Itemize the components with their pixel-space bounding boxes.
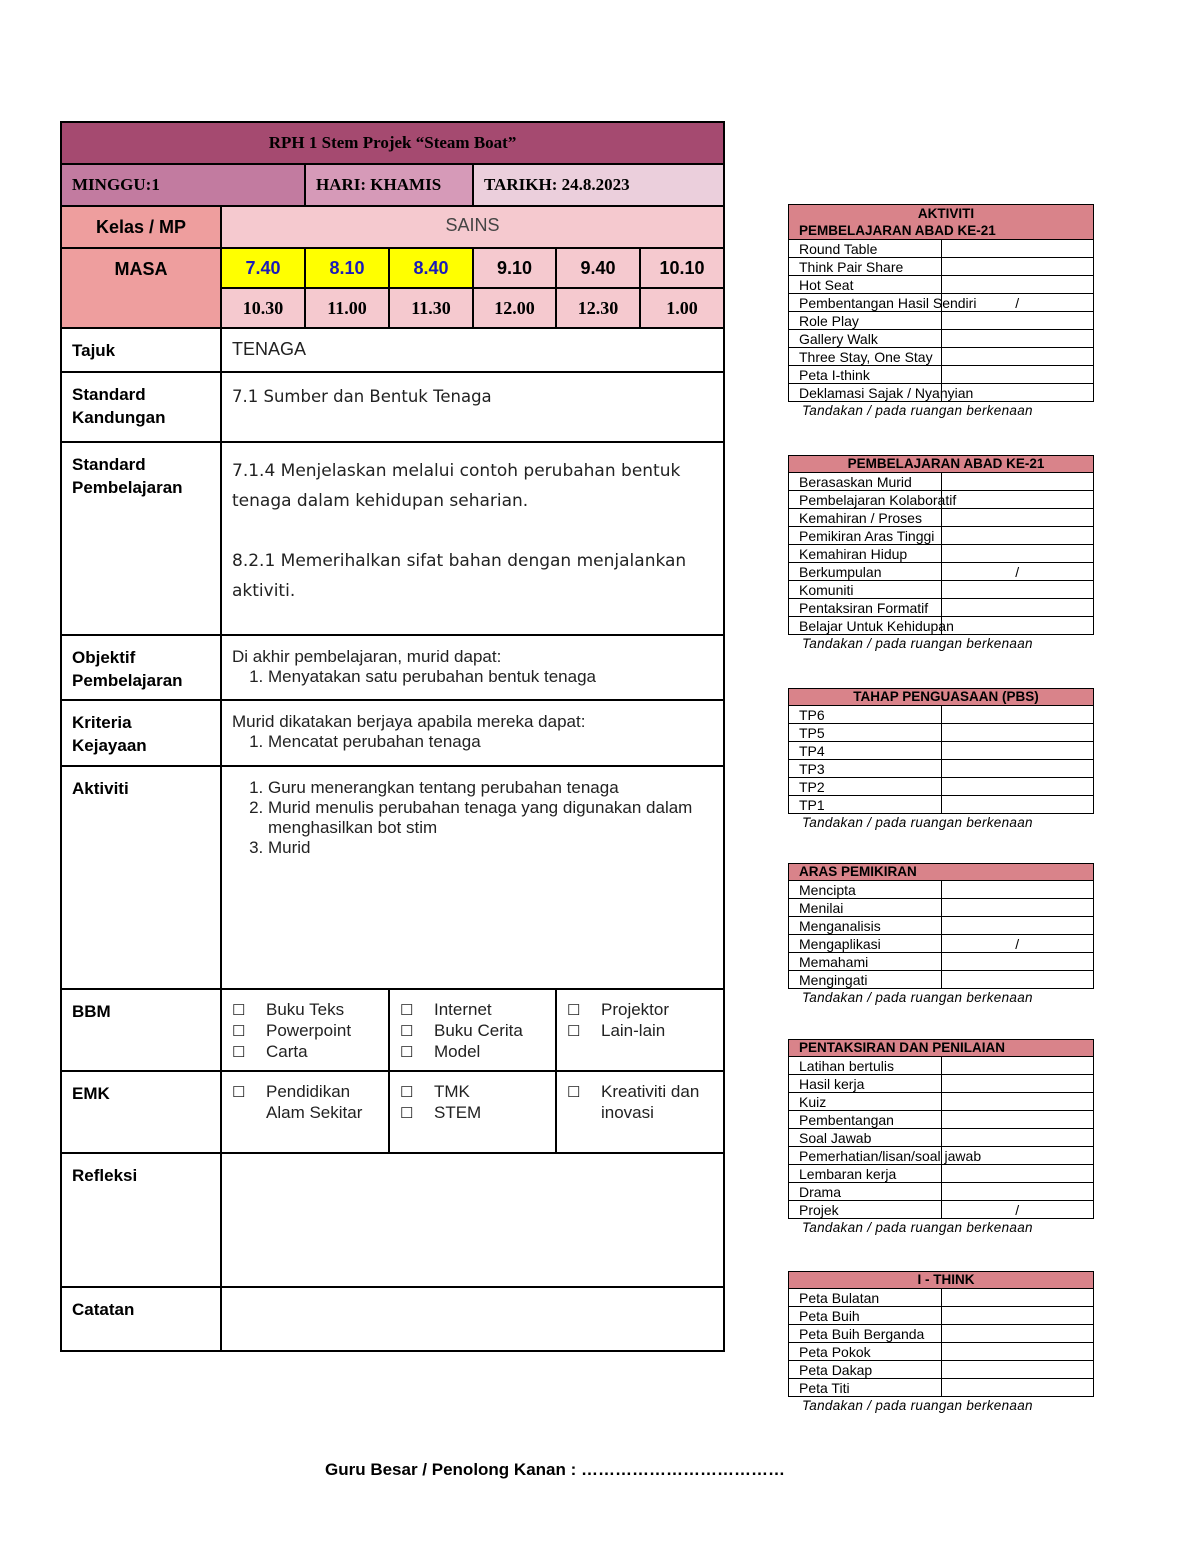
checklist-row [789, 971, 1094, 989]
checklist-row [789, 473, 1094, 491]
criteria-item: 1. Mencatat perubahan tenaga [268, 732, 713, 752]
checklist-row [789, 330, 1094, 348]
checklist-tick-box[interactable] [941, 917, 1094, 935]
checklist-tick-box[interactable]: / [941, 563, 1094, 581]
checklist-tick-box[interactable] [941, 778, 1094, 796]
checklist-tick-box[interactable] [941, 1343, 1094, 1361]
class-label: Kelas / MP [61, 206, 221, 248]
criteria-intro: Murid dikatakan berjaya apabila mereka dapat: [232, 712, 586, 731]
checklist-row [789, 742, 1094, 760]
checklist-tick-box[interactable] [941, 545, 1094, 563]
title-line: PEMBELAJARAN ABAD KE-21 [799, 223, 996, 238]
checklist-item-label: Pemerhatian/lisan/soal jawab [789, 1147, 942, 1165]
time-end: 12.30 [556, 288, 640, 328]
checklist-item-label: Deklamasi Sajak / Nyanyian [789, 384, 942, 402]
checklist-tick-box[interactable] [941, 491, 1094, 509]
checklist-tick-box[interactable] [941, 760, 1094, 778]
checklist-item-label: Berkumpulan [789, 563, 942, 581]
checklist-row [789, 348, 1094, 366]
checklist-tick-box[interactable] [941, 1129, 1094, 1147]
checklist-row [789, 384, 1094, 402]
bbm-column [389, 989, 556, 1071]
checklist-row [789, 1111, 1094, 1129]
checklist-tick-box[interactable] [941, 330, 1094, 348]
checklist-item-label: Latihan bertulis [789, 1057, 942, 1075]
topic-value: TENAGA [221, 328, 724, 372]
checklist-aras-pemikiran [788, 863, 1094, 1005]
checklist-tick-box[interactable] [941, 1057, 1094, 1075]
checklist-item-label: Peta Pokok [789, 1343, 942, 1361]
checklist-row [789, 1147, 1094, 1165]
label-line: Kriteria [72, 713, 132, 732]
checklist-note: Tandakan / pada ruangan berkenaan [802, 403, 1033, 418]
checklist-item-label: Peta I-think [789, 366, 942, 384]
success-criteria-label [61, 700, 221, 766]
content-standard-label [61, 372, 221, 442]
objective-intro: Di akhir pembelajaran, murid dapat: [232, 647, 502, 666]
label-line: Kejayaan [72, 736, 147, 755]
checklist-tick-box[interactable] [941, 276, 1094, 294]
bbm-option[interactable]: ☐ Buku Teks [232, 1000, 378, 1021]
checklist-item-label: Gallery Walk [789, 330, 942, 348]
checklist-row [789, 953, 1094, 971]
emk-column [221, 1071, 389, 1153]
checklist-tick-box[interactable] [941, 971, 1094, 989]
bbm-column [221, 989, 389, 1071]
checklist-item-label: Peta Titi [789, 1379, 942, 1397]
activity-label: Aktiviti [61, 766, 221, 989]
checklist-row [789, 509, 1094, 527]
checklist-item-label: Kemahiran Hidup [789, 545, 942, 563]
checklist-row [789, 1201, 1094, 1219]
label-line: Pembelajaran [72, 671, 183, 690]
checklist-row [789, 294, 1094, 312]
emk-option[interactable]: ☐ Pendidikan Alam Sekitar [232, 1082, 378, 1123]
emk-option[interactable]: ☐ STEM [400, 1103, 545, 1124]
checklist-tick-box[interactable]: / [941, 294, 1094, 312]
objective-item: 1. Menyatakan satu perubahan bentuk tenaga [268, 667, 713, 687]
checklist-item-label: Kuiz [789, 1093, 942, 1111]
bbm-option[interactable]: ☐ Internet [400, 1000, 545, 1021]
activity-item: 3. Murid [268, 838, 713, 858]
checklist-note: Tandakan / pada ruangan berkenaan [802, 636, 1033, 651]
label-line: Pembelajaran [72, 478, 183, 497]
checklist-row [789, 1325, 1094, 1343]
label-line: Kandungan [72, 408, 166, 427]
time-end: 11.00 [305, 288, 389, 328]
checklist-item-label: Pemikiran Aras Tinggi [789, 527, 942, 545]
checklist-tick-box[interactable]: / [941, 1201, 1094, 1219]
checklist-item-label: TP2 [789, 778, 942, 796]
checklist-tick-box[interactable] [941, 1183, 1094, 1201]
checklist-row [789, 1165, 1094, 1183]
checklist-tick-box[interactable] [941, 1325, 1094, 1343]
date-cell: TARIKH: 24.8.2023 [473, 164, 724, 206]
bbm-option[interactable]: ☐ Model [400, 1042, 545, 1063]
checklist-tick-box[interactable] [941, 366, 1094, 384]
checklist-row [789, 881, 1094, 899]
checklist-title: ARAS PEMIKIRAN [789, 864, 1094, 881]
checklist-tick-box[interactable] [941, 1111, 1094, 1129]
checklist-tick-box[interactable]: / [941, 935, 1094, 953]
emk-column [556, 1071, 724, 1153]
checklist-pembelajaran-abad21 [788, 455, 1094, 651]
label-line: Standard [72, 455, 146, 474]
checklist-title: PENTAKSIRAN DAN PENILAIAN [789, 1040, 1094, 1057]
checklist-item-label: Berasaskan Murid [789, 473, 942, 491]
checklist-note: Tandakan / pada ruangan berkenaan [802, 990, 1033, 1005]
objective-label [61, 635, 221, 700]
checklist-row [789, 760, 1094, 778]
time-start: 8.40 [389, 248, 473, 288]
checklist-item-label: Soal Jawab [789, 1129, 942, 1147]
time-start: 9.40 [556, 248, 640, 288]
checklist-title [789, 205, 1094, 240]
checklist-row [789, 545, 1094, 563]
checklist-title: PEMBELAJARAN ABAD KE-21 [789, 456, 1094, 473]
checklist-item-label: Belajar Untuk Kehidupan [789, 617, 942, 635]
checklist-row [789, 1361, 1094, 1379]
checklist-note: Tandakan / pada ruangan berkenaan [802, 1220, 1033, 1235]
time-label: MASA [61, 248, 221, 328]
learning-standard-value [221, 442, 724, 635]
checklist-row [789, 899, 1094, 917]
checklist-item-label: Kemahiran / Proses [789, 509, 942, 527]
checklist-item-label: Mengaplikasi [789, 935, 942, 953]
checklist-row [789, 617, 1094, 635]
checklist-item-label: TP4 [789, 742, 942, 760]
checklist-item-label: Peta Buih [789, 1307, 942, 1325]
checklist-pentaksiran [788, 1039, 1094, 1235]
success-criteria-value [221, 700, 724, 766]
activity-value [221, 766, 724, 989]
time-end: 1.00 [640, 288, 724, 328]
emk-label: EMK [61, 1071, 221, 1153]
checklist-row [789, 1129, 1094, 1147]
principal-signature-line: Guru Besar / Penolong Kanan : ……………………………… [325, 1460, 785, 1479]
checklist-row [789, 1379, 1094, 1397]
checklist-row [789, 1307, 1094, 1325]
checklist-tick-box[interactable] [941, 1307, 1094, 1325]
checklist-item-label: Think Pair Share [789, 258, 942, 276]
checklist-tick-box[interactable] [941, 240, 1094, 258]
checklist-item-label: TP5 [789, 724, 942, 742]
checklist-note: Tandakan / pada ruangan berkenaan [802, 1398, 1033, 1413]
time-start: 7.40 [221, 248, 305, 288]
label-line: Standard [72, 385, 146, 404]
checklist-item-label: Mencipta [789, 881, 942, 899]
bbm-option[interactable]: ☐ Buku Cerita [400, 1021, 545, 1042]
week-cell: MINGGU:1 [61, 164, 305, 206]
learning-standard-item: 8.2.1 Memerihalkan sifat bahan dengan menjalankan aktiviti. [232, 551, 687, 601]
checklist-row [789, 1289, 1094, 1307]
checklist-item-label: Menilai [789, 899, 942, 917]
checklist-row [789, 276, 1094, 294]
checklist-item-label: Projek [789, 1201, 942, 1219]
notes-field[interactable] [221, 1287, 724, 1351]
checklist-row [789, 1093, 1094, 1111]
time-end: 12.00 [473, 288, 556, 328]
checklist-tick-box[interactable] [941, 509, 1094, 527]
checklist-item-label: Round Table [789, 240, 942, 258]
checklist-item-label: Pentaksiran Formatif [789, 599, 942, 617]
checklist-row [789, 796, 1094, 814]
bbm-option[interactable]: ☐ Lain-lain [567, 1021, 713, 1042]
bbm-option[interactable]: ☐ Powerpoint [232, 1021, 378, 1042]
checklist-tick-box[interactable] [941, 312, 1094, 330]
bbm-option[interactable]: ☐ Projektor [567, 1000, 713, 1021]
checklist-tick-box[interactable] [941, 527, 1094, 545]
title-line: AKTIVITI [917, 206, 975, 221]
checklist-item-label: TP6 [789, 706, 942, 724]
time-start: 9.10 [473, 248, 556, 288]
checklist-item-label: Hasil kerja [789, 1075, 942, 1093]
checklist-item-label: Hot Seat [789, 276, 942, 294]
checklist-tick-box[interactable] [941, 724, 1094, 742]
subject-value: SAINS [221, 206, 724, 248]
checklist-item-label: Peta Bulatan [789, 1289, 942, 1307]
checklist-row [789, 240, 1094, 258]
checklist-item-label: Role Play [789, 312, 942, 330]
checklist-title: TAHAP PENGUASAAN (PBS) [789, 689, 1094, 706]
checklist-row [789, 1057, 1094, 1075]
time-start: 8.10 [305, 248, 389, 288]
checklist-aktiviti-abad21 [788, 204, 1094, 418]
checklist-tick-box[interactable] [941, 617, 1094, 635]
checklist-row [789, 778, 1094, 796]
checklist-tick-box[interactable] [941, 796, 1094, 814]
emk-option[interactable]: ☐ TMK [400, 1082, 545, 1103]
checklist-row [789, 563, 1094, 581]
checklist-item-label: Menganalisis [789, 917, 942, 935]
checklist-note: Tandakan / pada ruangan berkenaan [802, 815, 1033, 830]
time-start: 10.10 [640, 248, 724, 288]
topic-label: Tajuk [61, 328, 221, 372]
checklist-row [789, 527, 1094, 545]
checklist-tick-box[interactable] [941, 473, 1094, 491]
checklist-tick-box[interactable] [941, 706, 1094, 724]
checklist-row [789, 258, 1094, 276]
activity-item: 2. Murid menulis perubahan tenaga yang digunakan dalam menghasilkan bot stim [268, 798, 713, 838]
emk-option[interactable]: ☐ Kreativiti dan inovasi [567, 1082, 713, 1123]
content-standard-value: 7.1 Sumber dan Bentuk Tenaga [221, 372, 724, 442]
checklist-tick-box[interactable] [941, 1075, 1094, 1093]
checklist-item-label: Pembentangan [789, 1111, 942, 1129]
checklist-item-label: Peta Dakap [789, 1361, 942, 1379]
reflection-field[interactable] [221, 1153, 724, 1287]
label-line: Objektif [72, 648, 136, 667]
checklist-tick-box[interactable] [941, 1093, 1094, 1111]
checklist-item-label: Three Stay, One Stay [789, 348, 942, 366]
checklist-tahap-penguasaan [788, 688, 1094, 830]
checklist-row [789, 706, 1094, 724]
activity-item: 1. Guru menerangkan tentang perubahan tenaga [268, 778, 713, 798]
checklist-tick-box[interactable] [941, 258, 1094, 276]
bbm-label: BBM [61, 989, 221, 1071]
lesson-plan-table [60, 121, 725, 1352]
learning-standard-label [61, 442, 221, 635]
objective-value [221, 635, 724, 700]
checklist-row [789, 581, 1094, 599]
checklist-row [789, 935, 1094, 953]
checklist-row [789, 599, 1094, 617]
checklist-tick-box[interactable] [941, 742, 1094, 760]
checklist-tick-box[interactable] [941, 1289, 1094, 1307]
notes-label: Catatan [61, 1287, 221, 1351]
checklist-item-label: Komuniti [789, 581, 942, 599]
checklist-row [789, 491, 1094, 509]
checklist-row [789, 1343, 1094, 1361]
checklist-item-label: Memahami [789, 953, 942, 971]
plan-title: RPH 1 Stem Projek “Steam Boat” [61, 122, 724, 164]
checklist-row [789, 366, 1094, 384]
checklist-tick-box[interactable] [941, 1361, 1094, 1379]
learning-standard-item: 7.1.4 Menjelaskan melalui contoh perubahan bentuk tenaga dalam kehidupan seharian. [232, 461, 681, 511]
checklist-item-label: Pembelajaran Kolaboratif [789, 491, 942, 509]
checklist-tick-box[interactable] [941, 599, 1094, 617]
checklist-i-think [788, 1271, 1094, 1413]
checklist-item-label: Pembentangan Hasil Sendiri [789, 294, 942, 312]
checklist-item-label: TP3 [789, 760, 942, 778]
checklist-row [789, 1075, 1094, 1093]
checklist-tick-box[interactable] [941, 348, 1094, 366]
checklist-row [789, 724, 1094, 742]
checklist-tick-box[interactable] [941, 953, 1094, 971]
checklist-item-label: Lembaran kerja [789, 1165, 942, 1183]
checklist-item-label: Drama [789, 1183, 942, 1201]
checklist-tick-box[interactable] [941, 581, 1094, 599]
checklist-item-label: Peta Buih Berganda [789, 1325, 942, 1343]
time-end: 11.30 [389, 288, 473, 328]
checklist-title: I - THINK [789, 1272, 1094, 1289]
checklist-tick-box[interactable] [941, 881, 1094, 899]
reflection-label: Refleksi [61, 1153, 221, 1287]
checklist-row [789, 312, 1094, 330]
bbm-column [556, 989, 724, 1071]
checklist-item-label: TP1 [789, 796, 942, 814]
emk-column [389, 1071, 556, 1153]
checklist-tick-box[interactable] [941, 1379, 1094, 1397]
checklist-row [789, 1183, 1094, 1201]
bbm-option[interactable]: ☐ Carta [232, 1042, 378, 1063]
checklist-item-label: Mengingati [789, 971, 942, 989]
day-cell: HARI: KHAMIS [305, 164, 473, 206]
time-end: 10.30 [221, 288, 305, 328]
checklist-tick-box[interactable] [941, 899, 1094, 917]
checklist-tick-box[interactable] [941, 1165, 1094, 1183]
checklist-row [789, 917, 1094, 935]
